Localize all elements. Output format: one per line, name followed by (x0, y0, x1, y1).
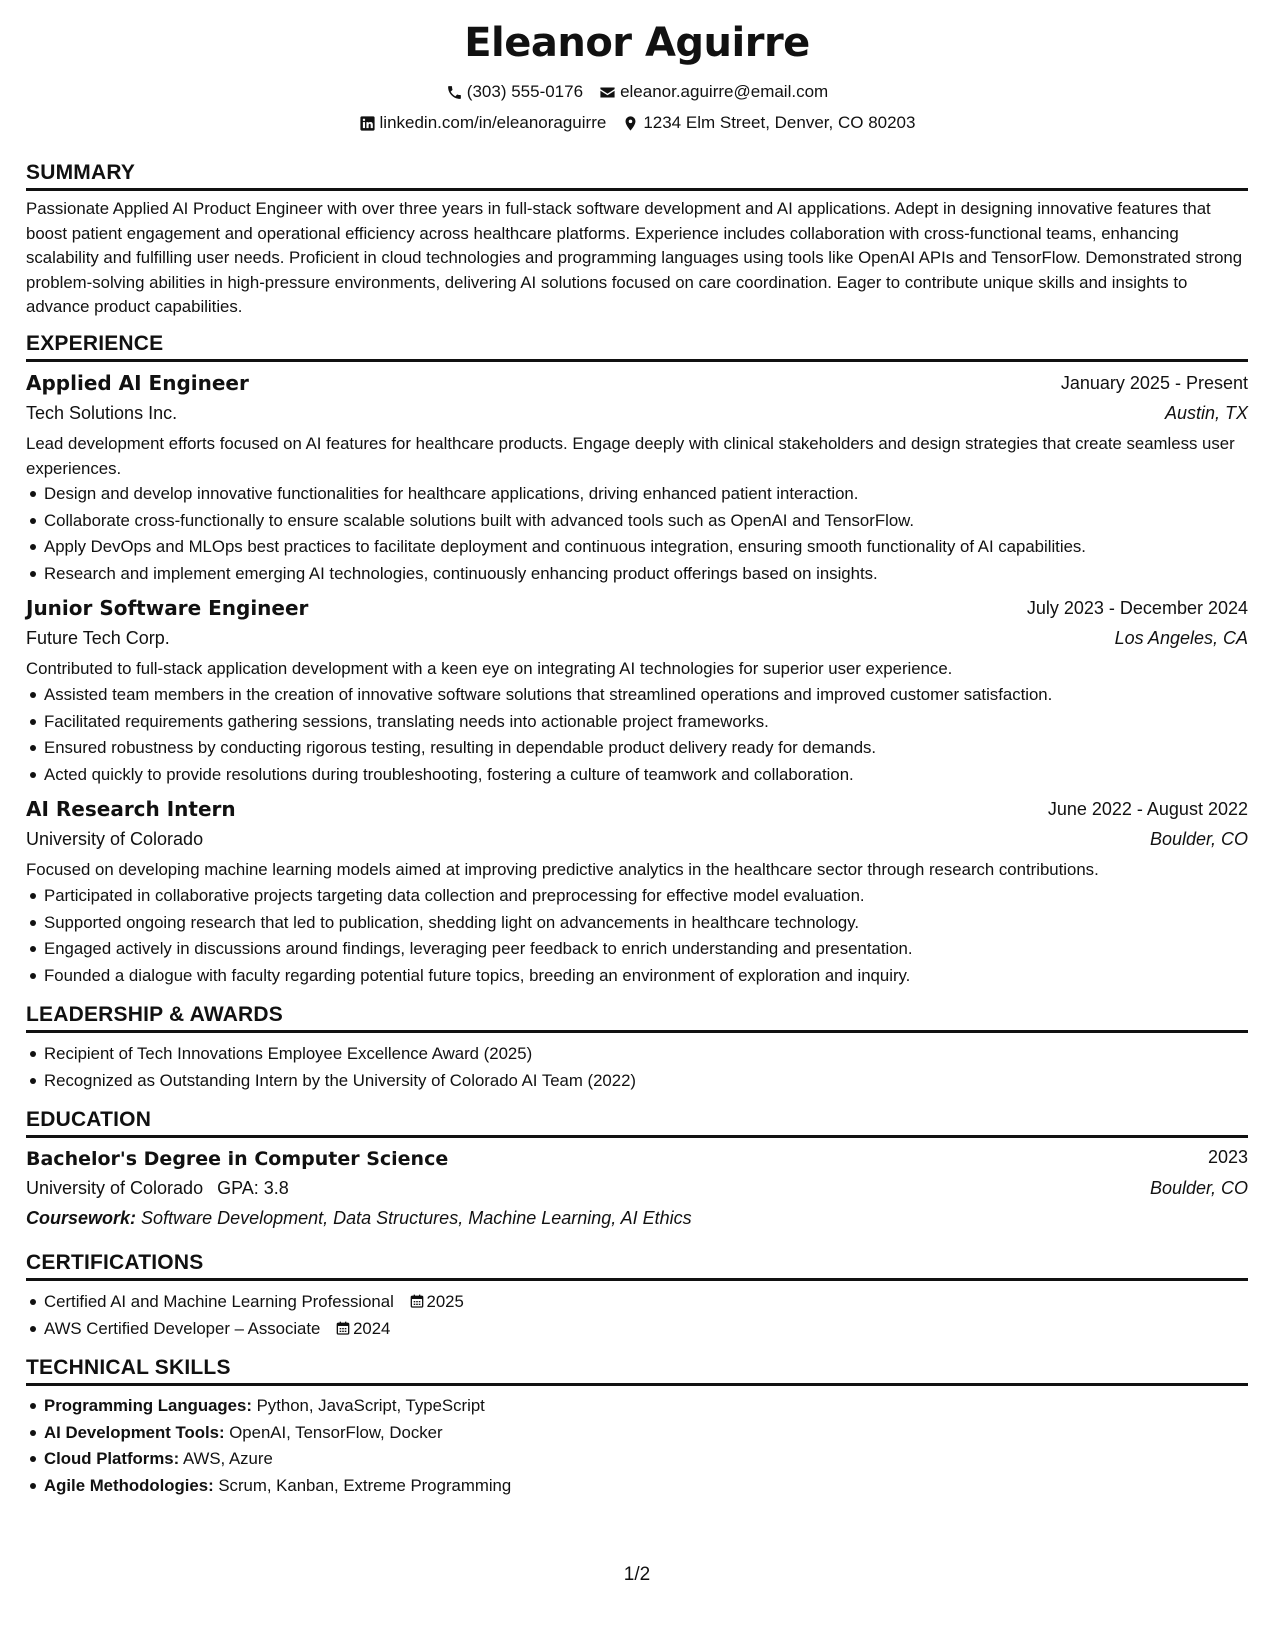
skill-values: AWS, Azure (182, 1449, 273, 1468)
phone-number: (303) 555-0176 (466, 82, 584, 101)
resume-page (26, 0, 1248, 1650)
certifications-list (26, 1289, 1248, 1342)
skills-list (26, 1393, 1248, 1499)
job-title: Junior Software Engineer (26, 596, 309, 620)
job-location: Boulder, CO (1149, 829, 1248, 849)
certification-year: 2025 (426, 1292, 464, 1311)
skill-category: Agile Methodologies: (44, 1475, 214, 1495)
list-item: Design and develop innovative functionalities for healthcare applications, driving enhanced patient interaction. (26, 481, 1248, 508)
list-item: Recipient of Tech Innovations Employee Excellence Award (2025) (26, 1041, 1248, 1068)
summary-heading: SUMMARY (26, 160, 1248, 191)
map-pin-icon (622, 115, 639, 132)
gpa: GPA: 3.8 (217, 1178, 289, 1198)
list-item (26, 1446, 1248, 1473)
calendar-icon (409, 1293, 425, 1309)
job-bullets (26, 481, 1248, 587)
school-line (26, 1175, 289, 1201)
skill-values: Python, JavaScript, TypeScript (256, 1396, 485, 1415)
coursework-label: Coursework: (26, 1208, 137, 1228)
job-description: Contributed to full-stack application development with a keen eye on integrating AI technologies for superior user experience. (26, 659, 953, 678)
list-item: Recognized as Outstanding Intern by the University of Colorado AI Team (2022) (26, 1068, 1248, 1095)
list-item: Participated in collaborative projects targeting data collection and preprocessing for effective model evaluation. (26, 883, 1248, 910)
email-contact[interactable] (599, 80, 828, 104)
phone-contact (446, 80, 583, 104)
list-item: Assisted team members in the creation of innovative software solutions that streamlined operations and improved customer satisfaction. (26, 682, 1248, 709)
calendar-icon (335, 1320, 351, 1336)
list-item (26, 1393, 1248, 1420)
list-item: Ensured robustness by conducting rigorous testing, resulting in dependable product delivery ready for demands. (26, 735, 1248, 762)
linkedin-contact[interactable] (359, 111, 607, 135)
job-dates: June 2022 - August 2022 (1047, 799, 1248, 819)
certification-year: 2024 (353, 1318, 391, 1338)
skills-heading: TECHNICAL SKILLS (26, 1355, 1248, 1386)
list-item: Collaborate cross-functionally to ensure scalable solutions built with advanced tools such as OpenAI and TensorFlow. (26, 508, 1248, 535)
job-title: Applied AI Engineer (26, 371, 249, 395)
list-item (26, 1420, 1248, 1447)
skill-values: Scrum, Kanban, Extreme Programming (218, 1475, 512, 1495)
list-item: Engaged actively in discussions around findings, leveraging peer feedback to enrich understanding and presentation. (26, 936, 1248, 963)
certification-name: AWS Certified Developer – Associate (44, 1318, 321, 1338)
email-address[interactable]: eleanor.aguirre@email.com (620, 82, 829, 101)
list-item: Founded a dialogue with faculty regarding potential future topics, breeding an environment of exploration and inquiry. (26, 963, 1248, 990)
school-name: University of Colorado (26, 1178, 204, 1198)
list-item: Apply DevOps and MLOps best practices to facilitate deployment and continuous integration, ensuring smooth functionality of AI capabilities. (26, 534, 1248, 561)
skill-category: Programming Languages: (44, 1396, 252, 1415)
skill-category: AI Development Tools: (44, 1422, 225, 1442)
envelope-icon (599, 84, 616, 101)
awards-heading: LEADERSHIP & AWARDS (26, 1002, 1248, 1033)
education-heading: EDUCATION (26, 1107, 1248, 1138)
job-company: University of Colorado (26, 829, 204, 849)
job-bullets (26, 682, 1248, 788)
address-contact (622, 111, 915, 135)
page-number: 1/2 (623, 1564, 651, 1585)
coursework-list: Software Development, Data Structures, Machine Learning, AI Ethics (141, 1208, 692, 1228)
linkedin-icon (359, 115, 376, 132)
contact-row-primary (26, 80, 1248, 104)
summary-text: Passionate Applied AI Product Engineer with over three years in full-stack software development and AI applications. Adept in designing innovative features that boost patient engagement and operational efficiency across healthcare platforms. Experience includes collaboration with cross-functional teams, enhancing scalability and fulfilling user needs. Proficient in cloud technologies and programming languages using tools like OpenAI APIs and TensorFlow. Demonstrated strong problem-solving abilities in high-pressure environments, delivering AI solutions focused on care coordination. Eager to contribute unique skills and insights to advance product capabilities. (26, 199, 1243, 316)
list-item: Research and implement emerging AI technologies, continuously enhancing product offerings based on insights. (26, 561, 1248, 588)
list-item: Supported ongoing research that led to publication, shedding light on advancements in healthcare technology. (26, 910, 1248, 937)
job-title: AI Research Intern (26, 797, 236, 821)
skill-category: Cloud Platforms: (44, 1449, 180, 1468)
contact-row-secondary (26, 111, 1248, 135)
list-item (26, 1289, 1248, 1316)
awards-list (26, 1041, 1248, 1094)
skill-values: OpenAI, TensorFlow, Docker (229, 1422, 443, 1442)
list-item (26, 1316, 1248, 1343)
job-company: Tech Solutions Inc. (26, 403, 178, 423)
certifications-heading: CERTIFICATIONS (26, 1250, 1248, 1281)
job-description: Focused on developing machine learning models aimed at improving predictive analytics in the healthcare sector through research contributions. (26, 860, 1099, 879)
street-address: 1234 Elm Street, Denver, CO 80203 (643, 113, 916, 132)
phone-icon (446, 84, 463, 101)
job-dates: January 2025 - Present (1060, 373, 1248, 393)
job-location: Austin, TX (1164, 403, 1248, 423)
candidate-name: Eleanor Aguirre (464, 20, 810, 66)
job-location: Los Angeles, CA (1114, 628, 1248, 648)
linkedin-url[interactable]: linkedin.com/in/eleanoraguirre (379, 113, 607, 132)
job-company: Future Tech Corp. (26, 628, 170, 648)
list-item: Facilitated requirements gathering sessions, translating needs into actionable project frameworks. (26, 709, 1248, 736)
certification-name: Certified AI and Machine Learning Professional (44, 1292, 394, 1311)
list-item: Acted quickly to provide resolutions during troubleshooting, fostering a culture of teamwork and collaboration. (26, 762, 1248, 789)
list-item (26, 1473, 1248, 1500)
coursework-line (26, 1205, 692, 1231)
job-bullets (26, 883, 1248, 989)
degree-title: Bachelor's Degree in Computer Science (26, 1148, 449, 1170)
school-location: Boulder, CO (1149, 1178, 1248, 1198)
job-dates: July 2023 - December 2024 (1026, 598, 1248, 618)
graduation-year: 2023 (1207, 1147, 1248, 1167)
experience-heading: EXPERIENCE (26, 331, 1248, 362)
job-description: Lead development efforts focused on AI features for healthcare products. Engage deeply with clinical stakeholders and design strategies that create seamless user experiences. (26, 434, 1235, 478)
